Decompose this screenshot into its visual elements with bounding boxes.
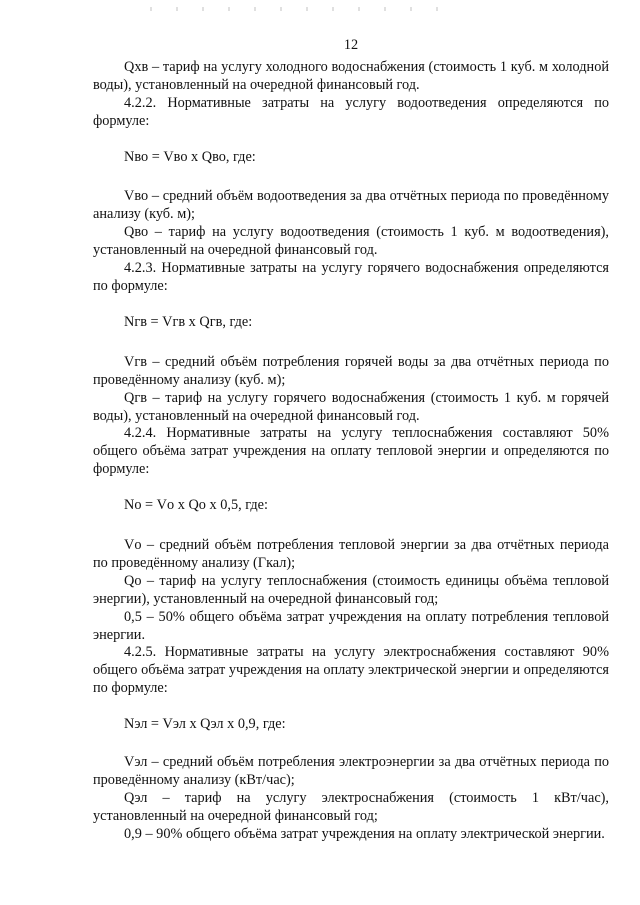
definition-qgv: Qгв – тариф на услугу горячего водоснабжения (стоимость 1 куб. м горячей воды), установленный на очередной финансовый год.: [93, 389, 609, 424]
formula-nel: Nэл = Vэл х Qэл х 0,9, где:: [124, 716, 286, 733]
definition-vgv: Vгв – средний объём потребления горячей воды за два отчётных периода по проведённому анализу (куб. м);: [93, 353, 609, 388]
clause-4-2-3: 4.2.3. Нормативные затраты на услугу горячего водоснабжения определяются по формуле:: [93, 260, 609, 294]
definition-coef-09: 0,9 – 90% общего объёма затрат учреждения на оплату электрической энергии.: [124, 825, 605, 842]
definition-qo: Qо – тариф на услугу теплоснабжения (стоимость единицы объёма тепловой энергии), установленный на очередной финансовый год;: [93, 572, 609, 607]
definition-vvo: Vво – средний объём водоотведения за два отчётных периода по проведённому анализу (куб. м);: [93, 188, 609, 223]
formula-ngv: Nгв = Vгв х Qгв, где:: [124, 313, 253, 330]
formula-no: Nо = Vо х Qо х 0,5, где:: [124, 497, 268, 514]
document-page: [93, 37, 609, 844]
clause-4-2-5: 4.2.5. Нормативные затраты на услугу электроснабжения составляют 90% общего объёма затрат учреждения на оплату электрической энергии и определяются по формуле:: [93, 644, 609, 697]
definition-vo: Vо – средний объём потребления тепловой энергии за два отчётных периода по проведённому анализу (Гкал);: [93, 537, 609, 571]
clause-4-2-2: 4.2.2. Нормативные затраты на услугу водоотведения определяются по формуле:: [93, 94, 609, 129]
definition-qxv: Qхв – тариф на услугу холодного водоснабжения (стоимость 1 куб. м холодной воды), установленный на очередной финансовый год.: [93, 58, 609, 93]
clause-4-2-4: 4.2.4. Нормативные затраты на услугу теплоснабжения составляют 50% общего объёма затрат учреждения на оплату тепловой энергии и определяются по формуле:: [93, 425, 609, 478]
page-number: 12: [343, 37, 359, 53]
definition-coef-05: 0,5 – 50% общего объёма затрат учреждения на оплату потребления тепловой энергии.: [93, 608, 609, 643]
definition-qel: Qэл – тариф на услугу электроснабжения (стоимость 1 кВт/час), установленный на очередной финансовый год;: [93, 789, 609, 824]
definition-qvo: Qво – тариф на услугу водоотведения (стоимость 1 куб. м водоотведения), установленный на очередной финансовый год.: [93, 224, 609, 259]
definition-vel: Vэл – средний объём потребления электроэнергии за два отчётных периода по проведённому анализу (кВт/час);: [93, 754, 609, 788]
scan-artifact: [150, 7, 450, 11]
formula-nvo: Nво = Vво х Qво, где:: [124, 148, 256, 165]
